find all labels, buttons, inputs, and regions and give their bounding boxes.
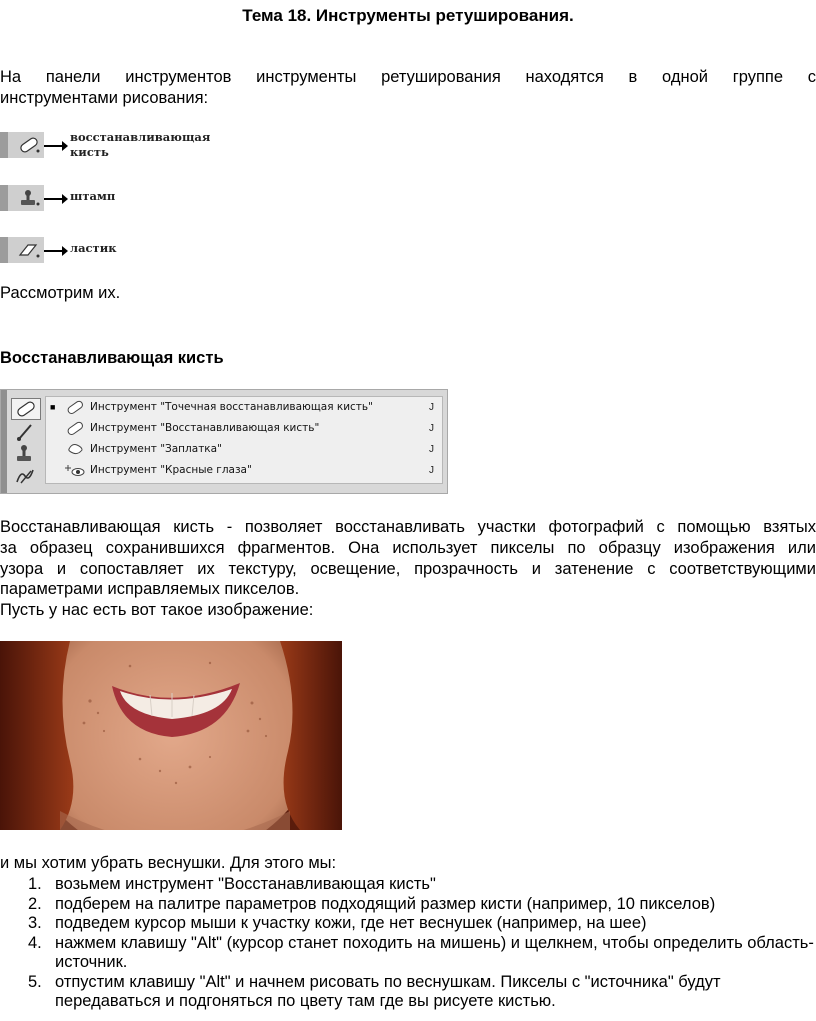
section-heading: Восстанавливающая кисть <box>0 349 224 367</box>
menu-panel <box>45 396 443 484</box>
arrow <box>44 250 66 252</box>
para-line-2: за образец сохранившихся фрагментов. Она использует пикселы по образцу изображения или <box>0 539 816 557</box>
intro-line-2: инструментами рисования: <box>0 89 209 107</box>
list-text: возьмем инструмент "Восстанавливающая кисть" <box>55 875 436 893</box>
brush-icon[interactable] <box>11 422 41 444</box>
red-eye-icon <box>64 462 86 486</box>
steps-list <box>0 875 816 1012</box>
list-number: 2. <box>28 894 42 913</box>
page-title: Тема 18. Инструменты ретуширования. <box>242 6 574 25</box>
menu-item-patch[interactable] <box>46 439 442 460</box>
tool-flyout-menu <box>0 389 448 494</box>
list-text: отпустим клавишу "Alt" и начнем рисовать по веснушкам. Пикселы с "источника" будут передаваться и подгоняться по цвету там где вы рисуете кистью. <box>55 972 721 1010</box>
list-text: подведем курсор мыши к участку кожи, где нет веснушек (например, на шее) <box>55 914 647 932</box>
bandage-icon <box>0 132 44 158</box>
tool-healing-brush <box>0 130 220 158</box>
after-image-text: и мы хотим убрать веснушки. Для этого мы: <box>0 854 337 872</box>
menu-item-label: Инструмент "Заплатка" <box>90 443 222 455</box>
selected-bullet-icon: ■ <box>50 402 56 412</box>
list-item <box>0 934 816 973</box>
intro-line-1: На панели инструментов инструменты ретуширования находятся в одной группе с <box>0 68 816 86</box>
history-brush-icon[interactable] <box>11 466 41 488</box>
list-number: 4. <box>28 933 42 952</box>
list-text: нажмем клавишу "Alt" (курсор станет походить на мишень) и щелкнем, чтобы определить область-источник. <box>55 933 814 971</box>
bandage-icon[interactable] <box>11 398 41 420</box>
list-text: подберем на палитре параметров подходящий размер кисти (например, 10 пикселов) <box>55 894 716 913</box>
toolbar-column <box>9 394 45 490</box>
para-line-1: Восстанавливающая кисть - позволяет восстанавливать участки фотографий с помощью взятых <box>0 518 816 536</box>
stamp-icon <box>0 185 44 211</box>
tool-stamp <box>0 183 220 211</box>
menu-item-red-eye[interactable] <box>46 460 442 481</box>
tool-eraser <box>0 235 220 263</box>
menu-item-label: Инструмент "Красные глаза" <box>90 464 252 476</box>
arrow <box>44 198 66 200</box>
para-line-3: узора и сопоставляет их текстуру, освещение, прозрачность и затенение с соответствующими <box>0 560 816 578</box>
menu-item-label: Инструмент "Восстанавливающая кисть" <box>90 422 320 434</box>
list-number: 3. <box>28 914 42 932</box>
shortcut-key: J <box>429 423 434 434</box>
tool-label-2: кисть <box>70 145 109 159</box>
eraser-icon <box>0 237 44 263</box>
menu-strip <box>1 390 7 493</box>
list-item <box>0 895 816 915</box>
list-item <box>0 875 816 895</box>
shortcut-key: J <box>429 465 434 476</box>
list-number: 1. <box>28 875 42 893</box>
stamp-icon[interactable] <box>11 444 41 466</box>
tool-label: восстанавливающая <box>70 130 211 144</box>
para-line-4: параметрами исправляемых пикселов. <box>0 580 300 598</box>
menu-item-label: Инструмент "Точечная восстанавливающая кисть" <box>90 401 373 413</box>
menu-item-healing-brush[interactable] <box>46 418 442 439</box>
image-intro: Пусть у нас есть вот такое изображение: <box>0 601 314 619</box>
consider-text: Рассмотрим их. <box>0 284 121 302</box>
tool-label: ластик <box>70 241 117 255</box>
menu-item-spot-healing[interactable] <box>46 397 442 418</box>
list-item <box>0 914 816 934</box>
shortcut-key: J <box>429 444 434 455</box>
list-number: 5. <box>28 972 42 991</box>
freckles-photo <box>0 641 342 830</box>
tool-label: штамп <box>70 189 116 203</box>
shortcut-key: J <box>429 402 434 413</box>
arrow <box>44 145 66 147</box>
list-item <box>0 973 816 1012</box>
